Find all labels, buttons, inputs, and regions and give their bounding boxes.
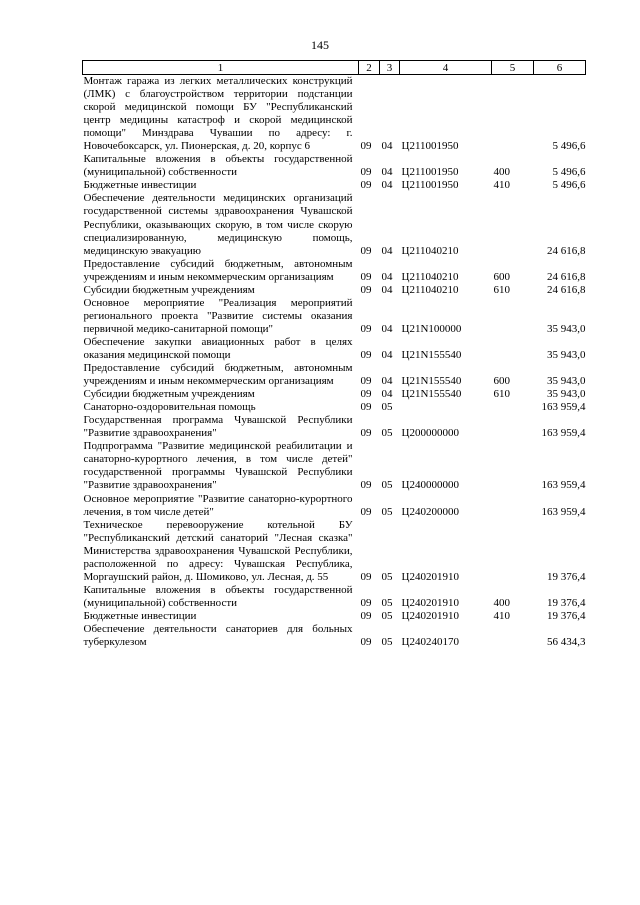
row-name: Основное мероприятие "Реализация мероприятий регионального проекта "Развитие системы оказания первичной медико-санитарной помощи" xyxy=(83,296,353,335)
row-expense-type: 410 xyxy=(493,609,510,622)
row-subsection: 05 xyxy=(381,596,393,609)
row-amount: 35 943,0 xyxy=(547,322,586,335)
row-section: 09 xyxy=(360,479,372,492)
row-section: 09 xyxy=(360,427,372,440)
row-name: Субсидии бюджетным учреждениям xyxy=(83,283,255,296)
row-name: Обеспечение деятельности санаториев для больных туберкулезом xyxy=(83,622,353,649)
row-target-code: Ц240201910 xyxy=(401,596,459,609)
table-row xyxy=(83,362,586,388)
row-target-code: Ц240201910 xyxy=(401,609,459,622)
row-name: Субсидии бюджетным учреждениям xyxy=(83,388,255,401)
row-name: Капитальные вложения в объекты государственной (муниципальной) собственности xyxy=(83,583,353,609)
row-amount: 24 616,8 xyxy=(547,244,586,257)
column-header-subsection: 3 xyxy=(380,61,400,75)
row-expense-type xyxy=(492,440,534,492)
table-row xyxy=(83,414,586,440)
row-subsection: 04 xyxy=(381,244,393,257)
table-row xyxy=(83,284,586,297)
row-expense-type xyxy=(492,297,534,336)
row-expense-type: 610 xyxy=(493,283,510,296)
column-header-expense-type: 5 xyxy=(492,61,534,75)
row-subsection: 04 xyxy=(381,179,393,192)
table-row xyxy=(83,440,586,492)
row-expense-type xyxy=(492,75,534,154)
row-amount: 19 376,4 xyxy=(547,609,586,622)
row-subsection: 05 xyxy=(381,636,393,649)
row-expense-type: 610 xyxy=(493,388,510,401)
row-amount: 5 496,6 xyxy=(552,140,586,153)
row-amount: 35 943,0 xyxy=(547,388,586,401)
row-expense-type xyxy=(492,493,534,519)
row-expense-type xyxy=(492,519,534,584)
row-name: Государственная программа Чувашской Республики "Развитие здравоохранения" xyxy=(83,414,353,440)
row-expense-type xyxy=(492,192,534,257)
table-row xyxy=(83,623,586,649)
row-target-code: Ц21N100000 xyxy=(401,322,462,335)
row-subsection: 05 xyxy=(381,401,393,414)
row-amount: 19 376,4 xyxy=(547,570,586,583)
table-row xyxy=(83,493,586,519)
row-target-code: Ц240200000 xyxy=(401,505,459,518)
row-section: 09 xyxy=(360,179,372,192)
row-name: Предоставление субсидий бюджетным, автономным учреждениям и иным некоммерческим организациям xyxy=(83,257,353,283)
row-expense-type xyxy=(492,623,534,649)
row-target-code: Ц240000000 xyxy=(401,479,459,492)
row-expense-type: 600 xyxy=(493,270,510,283)
row-amount: 163 959,4 xyxy=(541,479,586,492)
row-target-code: Ц211040210 xyxy=(401,283,459,296)
row-section: 09 xyxy=(360,609,372,622)
row-expense-type: 400 xyxy=(493,596,510,609)
table-row xyxy=(83,153,586,179)
row-section: 09 xyxy=(360,322,372,335)
row-amount: 5 496,6 xyxy=(552,166,586,179)
row-subsection: 05 xyxy=(381,505,393,518)
row-section: 09 xyxy=(360,283,372,296)
row-target-code: Ц211040210 xyxy=(401,244,459,257)
row-subsection: 04 xyxy=(381,166,393,179)
table-row xyxy=(83,519,586,584)
row-expense-type xyxy=(492,414,534,440)
row-subsection: 05 xyxy=(381,609,393,622)
table-body xyxy=(83,75,586,650)
table-row xyxy=(83,584,586,610)
row-section: 09 xyxy=(360,636,372,649)
table-row xyxy=(83,179,586,192)
row-target-code: Ц211001950 xyxy=(401,140,459,153)
row-section: 09 xyxy=(360,140,372,153)
budget-table xyxy=(82,60,586,649)
column-header-target-code: 4 xyxy=(400,61,492,75)
row-section: 09 xyxy=(360,505,372,518)
row-amount: 35 943,0 xyxy=(547,375,586,388)
row-amount: 24 616,8 xyxy=(547,283,586,296)
row-expense-type xyxy=(492,336,534,362)
row-expense-type xyxy=(492,401,534,414)
row-subsection: 04 xyxy=(381,140,393,153)
row-target-code: Ц200000000 xyxy=(401,427,459,440)
row-target-code: Ц211001950 xyxy=(401,179,459,192)
row-subsection: 04 xyxy=(381,375,393,388)
row-expense-type: 400 xyxy=(493,166,510,179)
row-target-code: Ц240240170 xyxy=(401,636,459,649)
row-expense-type: 600 xyxy=(493,375,510,388)
row-subsection: 05 xyxy=(381,570,393,583)
table-row xyxy=(83,258,586,284)
page-number: 145 xyxy=(311,38,329,52)
table-row xyxy=(83,388,586,401)
column-header-name: 1 xyxy=(83,61,359,75)
table-row xyxy=(83,75,586,154)
row-amount: 163 959,4 xyxy=(541,401,586,414)
row-target-code: Ц21N155540 xyxy=(401,388,462,401)
row-subsection: 04 xyxy=(381,270,393,283)
row-subsection: 04 xyxy=(381,388,393,401)
row-subsection: 05 xyxy=(381,427,393,440)
row-section: 09 xyxy=(360,401,372,414)
row-section: 09 xyxy=(360,375,372,388)
row-amount: 163 959,4 xyxy=(541,427,586,440)
row-name: Обеспечение закупки авиационных работ в целях оказания медицинской помощи xyxy=(83,335,353,361)
row-name: Бюджетные инвестиции xyxy=(83,179,197,192)
row-name: Бюджетные инвестиции xyxy=(83,609,197,622)
row-name: Монтаж гаража из легких металлических конструкций (ЛМК) с благоустройством территории подстанции скорой медицинской помощи БУ "Республиканский центр медицины катастроф и скорой медицинской помощи" Минздрава Чувашии по адресу: г. Новочебоксарск, ул. Пионерская, д. 20, корпус 6 xyxy=(83,75,353,153)
row-expense-type: 410 xyxy=(493,179,510,192)
row-amount: 19 376,4 xyxy=(547,596,586,609)
table-header xyxy=(83,61,586,75)
row-section: 09 xyxy=(360,348,372,361)
row-target-code: Ц21N155540 xyxy=(401,375,462,388)
column-header-amount: 6 xyxy=(534,61,586,75)
table-row xyxy=(83,192,586,257)
table-row xyxy=(83,401,586,414)
row-subsection: 05 xyxy=(381,479,393,492)
row-name: Техническое перевооружение котельной БУ "Республиканский детский санаторий "Лесная сказка" Министерства здравоохранения Чувашской Республики, расположенной по адресу: Чувашская Республика, Моргаушский район, д. Шомиково, ул. Лесная, д. 55 xyxy=(83,518,353,583)
row-target-code: Ц211040210 xyxy=(401,270,459,283)
row-name: Санаторно-оздоровительная помощь xyxy=(83,401,256,414)
row-amount: 56 434,3 xyxy=(547,636,586,649)
row-name: Обеспечение деятельности медицинских организаций государственной системы здравоохранения Чувашской Республики, оказывающих скорую, в том числе скорую специализированную, медицинскую помощь, медицинскую эвакуацию xyxy=(83,192,353,257)
row-amount: 35 943,0 xyxy=(547,348,586,361)
row-subsection: 04 xyxy=(381,322,393,335)
column-header-section: 2 xyxy=(359,61,380,75)
row-amount: 5 496,6 xyxy=(552,179,586,192)
row-target-code: Ц21N155540 xyxy=(401,348,462,361)
row-section: 09 xyxy=(360,388,372,401)
row-amount: 24 616,8 xyxy=(547,270,586,283)
row-target-code: Ц211001950 xyxy=(401,166,459,179)
table-row xyxy=(83,610,586,623)
row-name: Основное мероприятие "Развитие санаторно-курортного лечения, в том числе детей" xyxy=(83,492,353,518)
row-subsection: 04 xyxy=(381,283,393,296)
row-section: 09 xyxy=(360,596,372,609)
row-target-code: Ц240201910 xyxy=(401,570,459,583)
row-section: 09 xyxy=(360,166,372,179)
row-subsection: 04 xyxy=(381,348,393,361)
row-name: Подпрограмма "Развитие медицинской реабилитации и санаторно-курортного лечения, в том числе детей" государственной программы Чувашской Республики "Развитие здравоохранения" xyxy=(83,440,353,492)
row-section: 09 xyxy=(360,244,372,257)
row-target-code xyxy=(400,401,492,414)
row-amount: 163 959,4 xyxy=(541,505,586,518)
row-name: Капитальные вложения в объекты государственной (муниципальной) собственности xyxy=(83,153,353,179)
row-name: Предоставление субсидий бюджетным, автономным учреждениям и иным некоммерческим организациям xyxy=(83,362,353,388)
table-row xyxy=(83,336,586,362)
table-row xyxy=(83,297,586,336)
row-section: 09 xyxy=(360,570,372,583)
row-section: 09 xyxy=(360,270,372,283)
